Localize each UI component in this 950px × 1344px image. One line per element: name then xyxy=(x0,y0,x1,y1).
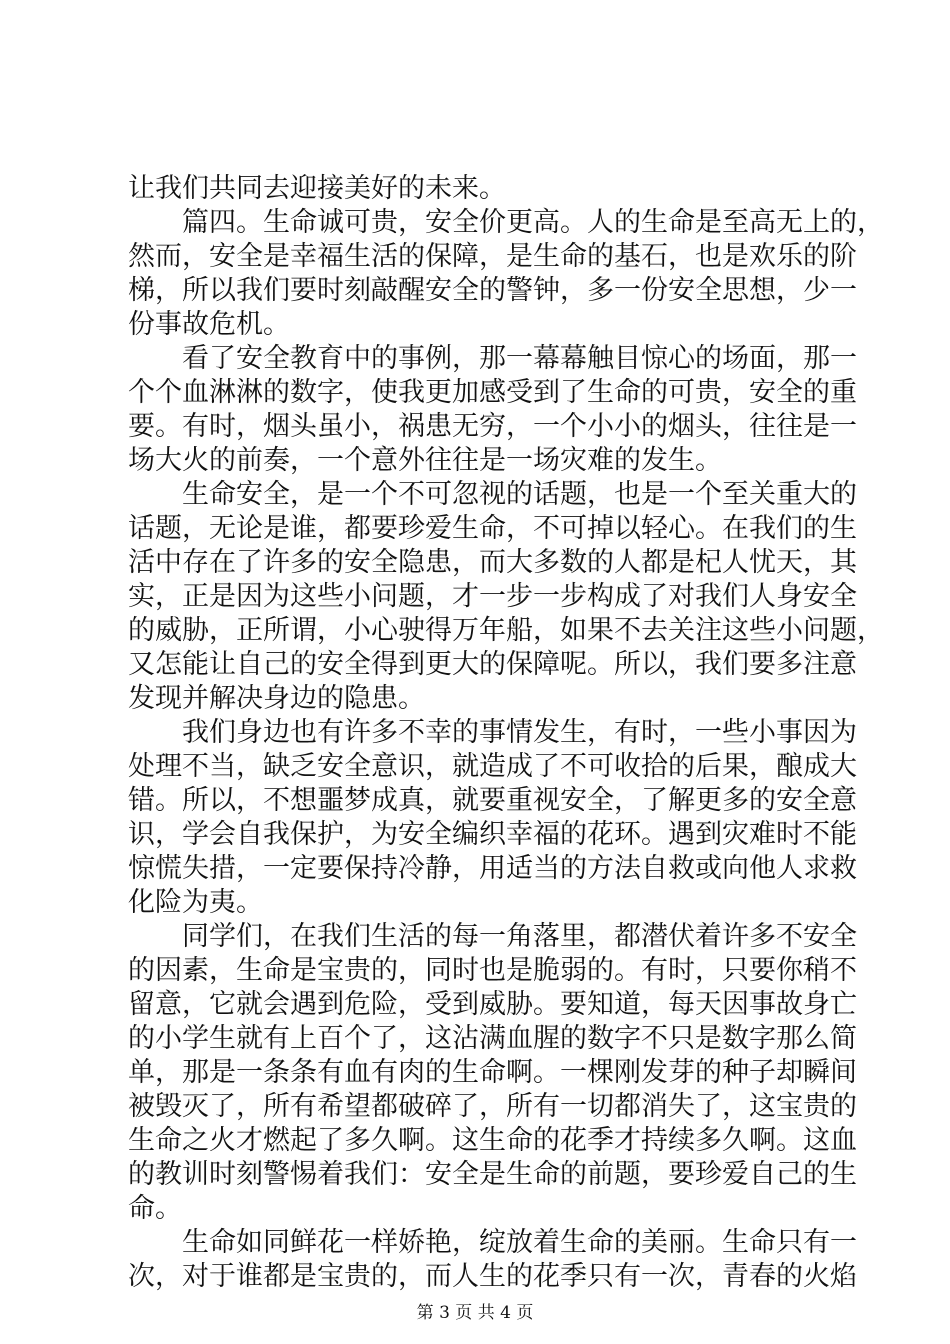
text-line: 看了安全教育中的事例，那一幕幕触目惊心的场面，那一 xyxy=(128,343,857,374)
text-line: 生命安全，是一个不可忽视的话题，也是一个至关重大的 xyxy=(128,479,857,510)
text-line: 话题，无论是谁，都要珍爱生命，不可掉以轻心。在我们的生 xyxy=(128,513,857,544)
text-line: 的教训时刻警惕着我们：安全是生命的前题，要珍爱自己的生 xyxy=(128,1159,857,1190)
text-line: 被毁灭了，所有希望都破碎了，所有一切都消失了，这宝贵的 xyxy=(128,1091,857,1122)
page-number-footer: 第 3 页 共 4 页 xyxy=(416,1303,534,1323)
text-line: 个个血淋淋的数字，使我更加感受到了生命的可贵，安全的重 xyxy=(128,377,857,408)
text-line: 单，那是一条条有血有肉的生命啊。一棵刚发芽的种子却瞬间 xyxy=(128,1057,857,1088)
text-line: 错。所以，不想噩梦成真，就要重视安全，了解更多的安全意 xyxy=(128,785,857,816)
text-line: 让我们共同去迎接美好的未来。 xyxy=(128,173,506,204)
text-line: 生命之火才燃起了多久啊。这生命的花季才持续多久啊。这血 xyxy=(128,1125,857,1156)
text-line: 化险为夷。 xyxy=(128,887,263,918)
text-line: 实，正是因为这些小问题，才一步一步构成了对我们人身安全 xyxy=(128,581,857,612)
text-line: 要。有时，烟头虽小，祸患无穷，一个小小的烟头，往往是一 xyxy=(128,411,857,442)
text-line: 又怎能让自己的安全得到更大的保障呢。所以，我们要多注意 xyxy=(128,649,857,680)
text-line: 生命如同鲜花一样娇艳，绽放着生命的美丽。生命只有一 xyxy=(128,1227,857,1258)
text-line: 活中存在了许多的安全隐患，而大多数的人都是杞人忧天，其 xyxy=(128,547,857,578)
text-line: 我们身边也有许多不幸的事情发生，有时，一些小事因为 xyxy=(128,717,857,748)
text-line: 场大火的前奏，一个意外往往是一场灾难的发生。 xyxy=(128,445,722,476)
text-line: 命。 xyxy=(128,1193,182,1224)
text-line: 的小学生就有上百个了，这沾满血腥的数字不只是数字那么简 xyxy=(128,1023,857,1054)
text-line: 份事故危机。 xyxy=(128,309,290,340)
text-line: 然而，安全是幸福生活的保障，是生命的基石，也是欢乐的阶 xyxy=(128,241,857,272)
text-line: 惊慌失措，一定要保持冷静，用适当的方法自救或向他人求救 xyxy=(128,853,857,884)
text-line: 处理不当，缺乏安全意识，就造成了不可收拾的后果，酿成大 xyxy=(128,751,857,782)
text-line: 识，学会自我保护，为安全编织幸福的花环。遇到灾难时不能 xyxy=(128,819,857,850)
text-line: 同学们，在我们生活的每一角落里，都潜伏着许多不安全 xyxy=(128,921,857,952)
text-line: 的因素，生命是宝贵的，同时也是脆弱的。有时，只要你稍不 xyxy=(128,955,857,986)
text-line: 篇四。生命诚可贵，安全价更高。人的生命是至高无上的， xyxy=(128,207,884,238)
text-line: 发现并解决身边的隐患。 xyxy=(128,683,425,714)
text-line: 梯，所以我们要时刻敲醒安全的警钟，多一份安全思想，少一 xyxy=(128,275,857,306)
text-line: 的威胁，正所谓，小心驶得万年船，如果不去关注这些小问题， xyxy=(128,615,884,646)
text-line: 留意，它就会遇到危险，受到威胁。要知道，每天因事故身亡 xyxy=(128,989,857,1020)
text-line: 次，对于谁都是宝贵的，而人生的花季只有一次，青春的火焰 xyxy=(128,1261,857,1292)
